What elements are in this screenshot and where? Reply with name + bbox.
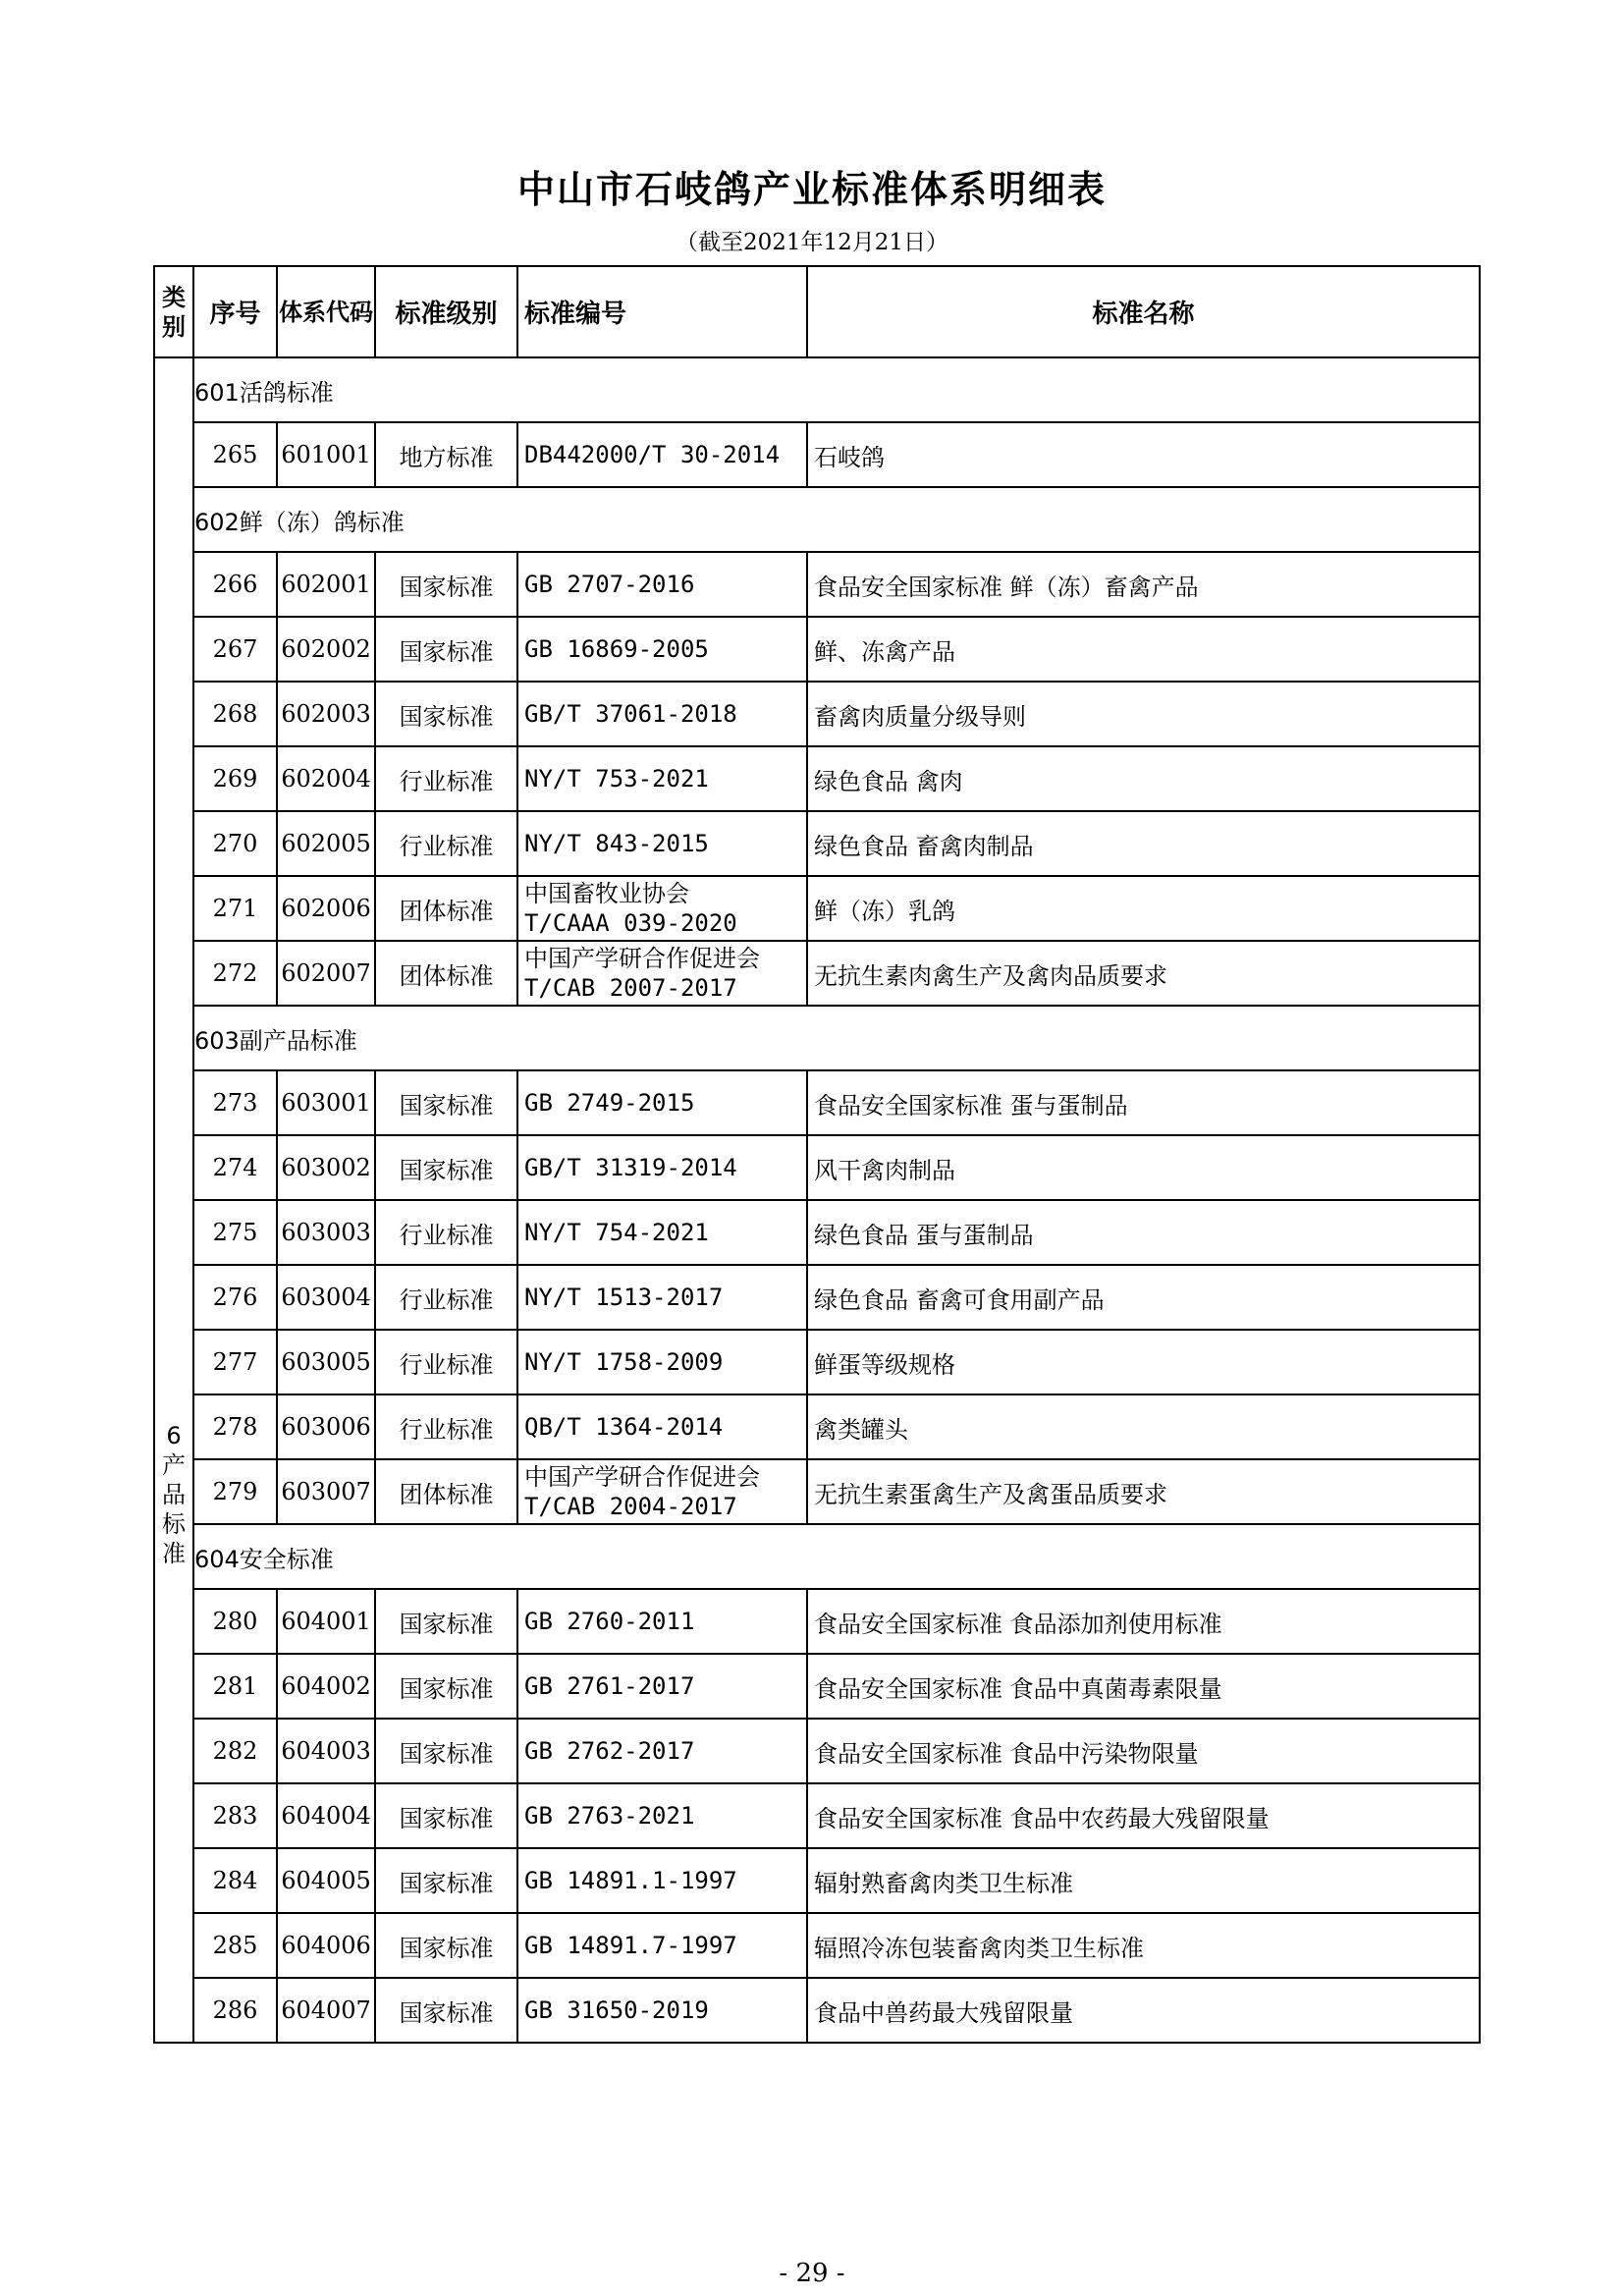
cell-level: 行业标准 [375,746,517,811]
cell-name: 食品安全国家标准 蛋与蛋制品 [807,1070,1480,1135]
cell-seq: 272 [193,941,277,1006]
cell-seq: 278 [193,1394,277,1459]
cell-seq: 277 [193,1330,277,1394]
cell-code: 602003 [277,682,375,746]
cell-number [517,1200,807,1265]
cell-number [517,1589,807,1654]
section-row [154,357,1480,422]
section-title: 602鲜（冻）鸽标准 [193,487,1480,552]
table-row [154,617,1480,682]
section-row [154,487,1480,552]
category-cell: 6 产 品 标 准 [154,357,193,2043]
section-row [154,1006,1480,1070]
table-row [154,1394,1480,1459]
cell-name: 鲜蛋等级规格 [807,1330,1480,1394]
cell-level: 国家标准 [375,682,517,746]
cell-number [517,1135,807,1200]
cell-name: 食品安全国家标准 食品中农药最大残留限量 [807,1783,1480,1848]
cell-name: 食品安全国家标准 鲜（冻）畜禽产品 [807,552,1480,617]
cell-number-line: 中国产学研合作促进会 [524,1463,760,1491]
cell-level: 国家标准 [375,1848,517,1913]
cell-code: 602001 [277,552,375,617]
table-row [154,811,1480,876]
cell-seq: 275 [193,1200,277,1265]
cell-seq: 283 [193,1783,277,1848]
table-row [154,1848,1480,1913]
cell-name: 无抗生素肉禽生产及禽肉品质要求 [807,941,1480,1006]
cell-code: 604005 [277,1848,375,1913]
cell-name: 禽类罐头 [807,1394,1480,1459]
cell-seq: 269 [193,746,277,811]
cell-code: 604003 [277,1719,375,1783]
cell-number [517,876,807,941]
cell-seq: 281 [193,1654,277,1719]
cell-code: 603006 [277,1394,375,1459]
table-row [154,682,1480,746]
cell-number [517,617,807,682]
cell-number-line: T/CAAA 039-2020 [524,909,737,937]
cell-code: 602007 [277,941,375,1006]
cell-name: 食品安全国家标准 食品中真菌毒素限量 [807,1654,1480,1719]
cell-seq: 285 [193,1913,277,1978]
cell-number [517,1070,807,1135]
cell-number-line: GB 14891.7-1997 [524,1932,737,1959]
cell-name: 风干禽肉制品 [807,1135,1480,1200]
cell-number [517,1783,807,1848]
cell-level: 国家标准 [375,1070,517,1135]
section-title: 604安全标准 [193,1524,1480,1589]
table-row [154,1913,1480,1978]
cell-number [517,422,807,487]
cell-code: 604007 [277,1978,375,2043]
cell-code: 602002 [277,617,375,682]
cell-number-line: GB/T 37061-2018 [524,700,737,728]
cell-name: 无抗生素蛋禽生产及禽蛋品质要求 [807,1459,1480,1524]
cell-number-line: NY/T 1513-2017 [524,1284,724,1311]
table-row [154,1783,1480,1848]
table-row [154,552,1480,617]
cell-seq: 282 [193,1719,277,1783]
cell-name: 绿色食品 蛋与蛋制品 [807,1200,1480,1265]
cell-name: 食品中兽药最大残留限量 [807,1978,1480,2043]
cell-number [517,746,807,811]
cell-code: 601001 [277,422,375,487]
cell-seq: 265 [193,422,277,487]
cell-number-line: NY/T 753-2021 [524,765,709,793]
cell-seq: 271 [193,876,277,941]
cell-level: 国家标准 [375,1783,517,1848]
cell-name: 食品安全国家标准 食品添加剂使用标准 [807,1589,1480,1654]
cell-level: 国家标准 [375,617,517,682]
cell-number-line: NY/T 843-2015 [524,830,709,857]
cell-seq: 286 [193,1978,277,2043]
table-body [154,357,1480,2043]
standards-table [153,265,1481,2044]
cell-code: 603004 [277,1265,375,1330]
cell-code: 604001 [277,1589,375,1654]
cell-name: 辐照冷冻包装畜禽肉类卫生标准 [807,1913,1480,1978]
cell-number-line: T/CAB 2004-2017 [524,1493,737,1520]
cell-seq: 267 [193,617,277,682]
cell-code: 603002 [277,1135,375,1200]
cell-seq: 279 [193,1459,277,1524]
table-row [154,876,1480,941]
cell-level: 国家标准 [375,1978,517,2043]
cell-code: 602006 [277,876,375,941]
cell-number-line: GB 2762-2017 [524,1737,695,1765]
cell-name: 辐射熟畜禽肉类卫生标准 [807,1848,1480,1913]
cell-level: 国家标准 [375,1654,517,1719]
cell-number [517,1654,807,1719]
cell-code: 604002 [277,1654,375,1719]
cell-seq: 268 [193,682,277,746]
table-header-row [154,266,1480,357]
cell-number-line: T/CAB 2007-2017 [524,974,737,1002]
cell-number-line: NY/T 1758-2009 [524,1348,724,1376]
cell-level: 行业标准 [375,1200,517,1265]
table-row [154,422,1480,487]
table-row [154,746,1480,811]
cell-code: 603001 [277,1070,375,1135]
page-subtitle: （截至2021年12月21日） [675,230,949,255]
cell-number [517,552,807,617]
cell-number [517,1848,807,1913]
cell-level: 团体标准 [375,876,517,941]
cell-number [517,1330,807,1394]
cell-number-line: GB 31650-2019 [524,1996,709,2024]
table-row [154,1589,1480,1654]
cell-number-line: GB 2760-2011 [524,1608,695,1635]
header-seq: 序号 [193,266,277,357]
cell-level: 国家标准 [375,552,517,617]
cell-level: 行业标准 [375,1394,517,1459]
header-number: 标准编号 [517,266,807,357]
cell-level: 国家标准 [375,1913,517,1978]
table-row [154,1135,1480,1200]
table-row [154,1265,1480,1330]
cell-code: 603007 [277,1459,375,1524]
table-row [154,1978,1480,2043]
header-level: 标准级别 [375,266,517,357]
cell-name: 绿色食品 畜禽肉制品 [807,811,1480,876]
cell-number [517,682,807,746]
table-row [154,1459,1480,1524]
cell-level: 团体标准 [375,941,517,1006]
cell-number-line: GB 14891.1-1997 [524,1867,737,1894]
cell-level: 国家标准 [375,1719,517,1783]
header-name: 标准名称 [807,266,1480,357]
cell-level: 行业标准 [375,1330,517,1394]
cell-seq: 266 [193,552,277,617]
cell-name: 石岐鸽 [807,422,1480,487]
cell-seq: 280 [193,1589,277,1654]
cell-name: 鲜（冻）乳鸽 [807,876,1480,941]
table-row [154,1719,1480,1783]
cell-number-line: GB 2761-2017 [524,1672,695,1700]
cell-number [517,1913,807,1978]
cell-number-line: DB442000/T 30-2014 [524,441,781,468]
cell-name: 绿色食品 禽肉 [807,746,1480,811]
section-title: 603副产品标准 [193,1006,1480,1070]
page-title: 中山市石岐鸽产业标准体系明细表 [516,168,1107,211]
cell-level: 国家标准 [375,1135,517,1200]
cell-code: 602005 [277,811,375,876]
cell-level: 团体标准 [375,1459,517,1524]
cell-number [517,1265,807,1330]
cell-number-line: 中国畜牧业协会 [524,880,689,907]
cell-number-line: GB 16869-2005 [524,635,709,663]
cell-code: 603005 [277,1330,375,1394]
cell-number [517,811,807,876]
cell-number-line: NY/T 754-2021 [524,1219,709,1246]
cell-level: 国家标准 [375,1589,517,1654]
cell-seq: 270 [193,811,277,876]
table-row [154,941,1480,1006]
cell-number [517,1394,807,1459]
cell-number [517,1719,807,1783]
header-category: 类别 [154,266,193,357]
cell-number-line: QB/T 1364-2014 [524,1413,724,1441]
cell-number-line: 中国产学研合作促进会 [524,945,760,972]
cell-seq: 273 [193,1070,277,1135]
cell-number-line: GB 2763-2021 [524,1802,695,1830]
cell-number [517,1459,807,1524]
cell-number-line: GB 2749-2015 [524,1089,695,1117]
section-row [154,1524,1480,1589]
cell-level: 行业标准 [375,811,517,876]
cell-level: 行业标准 [375,1265,517,1330]
cell-name: 鲜、冻禽产品 [807,617,1480,682]
cell-code: 604004 [277,1783,375,1848]
cell-name: 畜禽肉质量分级导则 [807,682,1480,746]
table-row [154,1070,1480,1135]
cell-code: 602004 [277,746,375,811]
cell-name: 绿色食品 畜禽可食用副产品 [807,1265,1480,1330]
cell-number-line: GB 2707-2016 [524,571,695,598]
table-row [154,1200,1480,1265]
cell-seq: 274 [193,1135,277,1200]
cell-code: 603003 [277,1200,375,1265]
section-title: 601活鸽标准 [193,357,1480,422]
cell-code: 604006 [277,1913,375,1978]
page-number: - 29 - [779,2259,845,2288]
table-row [154,1330,1480,1394]
cell-number [517,941,807,1006]
table-row [154,1654,1480,1719]
cell-number-line: GB/T 31319-2014 [524,1154,737,1181]
cell-number [517,1978,807,2043]
cell-name: 食品安全国家标准 食品中污染物限量 [807,1719,1480,1783]
header-code: 体系代码 [277,266,375,357]
cell-seq: 276 [193,1265,277,1330]
cell-level: 地方标准 [375,422,517,487]
cell-seq: 284 [193,1848,277,1913]
